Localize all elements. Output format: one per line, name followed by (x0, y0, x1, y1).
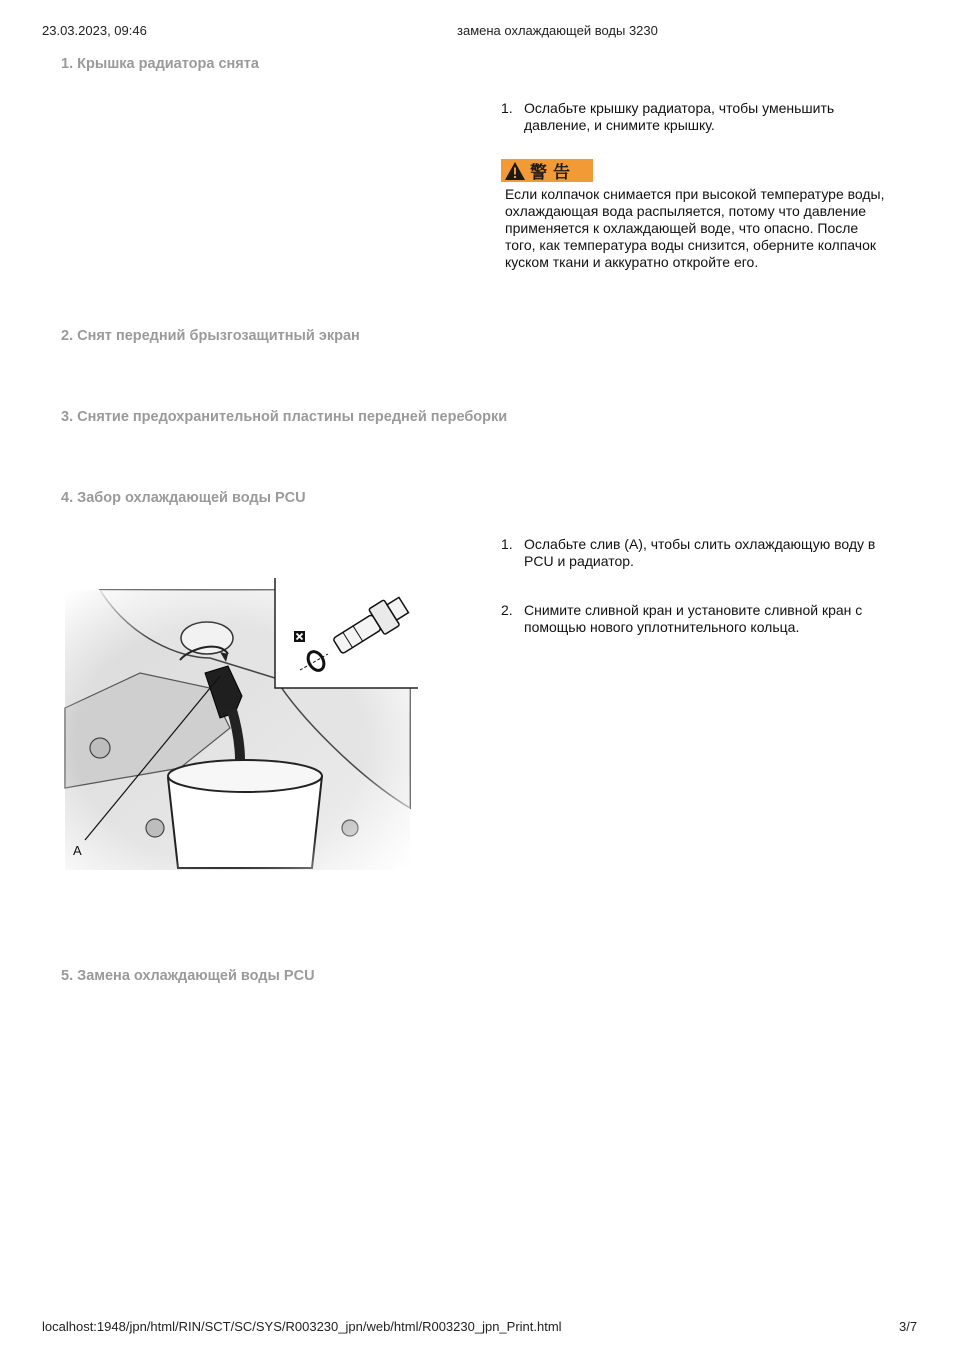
illustration-svg (60, 578, 420, 878)
warning-text: Если колпачок снимается при высокой температуре воды, охлаждающая вода распыляется, потому что давление применяется к охлаждающей воде, что опасно. После того, как температура воды снизится, оберните колпачок куском ткани и аккуратно откройте его. (505, 186, 885, 270)
step-4-2 (501, 602, 886, 636)
callout-label-a: A (73, 843, 82, 858)
step-4-1 (501, 536, 886, 570)
print-datetime: 23.03.2023, 09:46 (42, 23, 147, 38)
warning-label: 警告 (530, 163, 576, 183)
step-number: 2. (501, 602, 513, 618)
section-title-1: 1. Крышка радиатора снята (61, 56, 259, 72)
section-title-2: 2. Снят передний брызгозащитный экран (61, 328, 360, 344)
section-title-3: 3. Снятие предохранительной пластины передней переборки (61, 409, 508, 425)
print-url: localhost:1948/jpn/html/RIN/SCT/SC/SYS/R003230_jpn/web/html/R003230_jpn_Print.html (42, 1319, 562, 1334)
page-number: 3/7 (899, 1319, 918, 1334)
print-title: замена охлаждающей воды 3230 (457, 23, 658, 38)
step-number: 1. (501, 536, 513, 552)
do-not-reuse-icon (294, 631, 305, 642)
warning-badge (501, 159, 593, 182)
step-text: Снимите сливной кран и установите сливной кран с помощью нового уплотнительного кольца. (524, 602, 863, 635)
step-number: 1. (501, 100, 513, 116)
drain-plug-illustration (60, 578, 420, 878)
section-title-4: 4. Забор охлаждающей воды PCU (61, 490, 306, 506)
section-title-5: 5. Замена охлаждающей воды PCU (61, 968, 315, 984)
step-1-1 (501, 100, 886, 134)
warning-triangle-icon (504, 161, 526, 181)
step-text: Ослабьте крышку радиатора, чтобы уменьшить давление, и снимите крышку. (524, 100, 835, 133)
step-text: Ослабьте слив (A), чтобы слить охлаждающую воду в PCU и радиатор. (524, 536, 876, 569)
